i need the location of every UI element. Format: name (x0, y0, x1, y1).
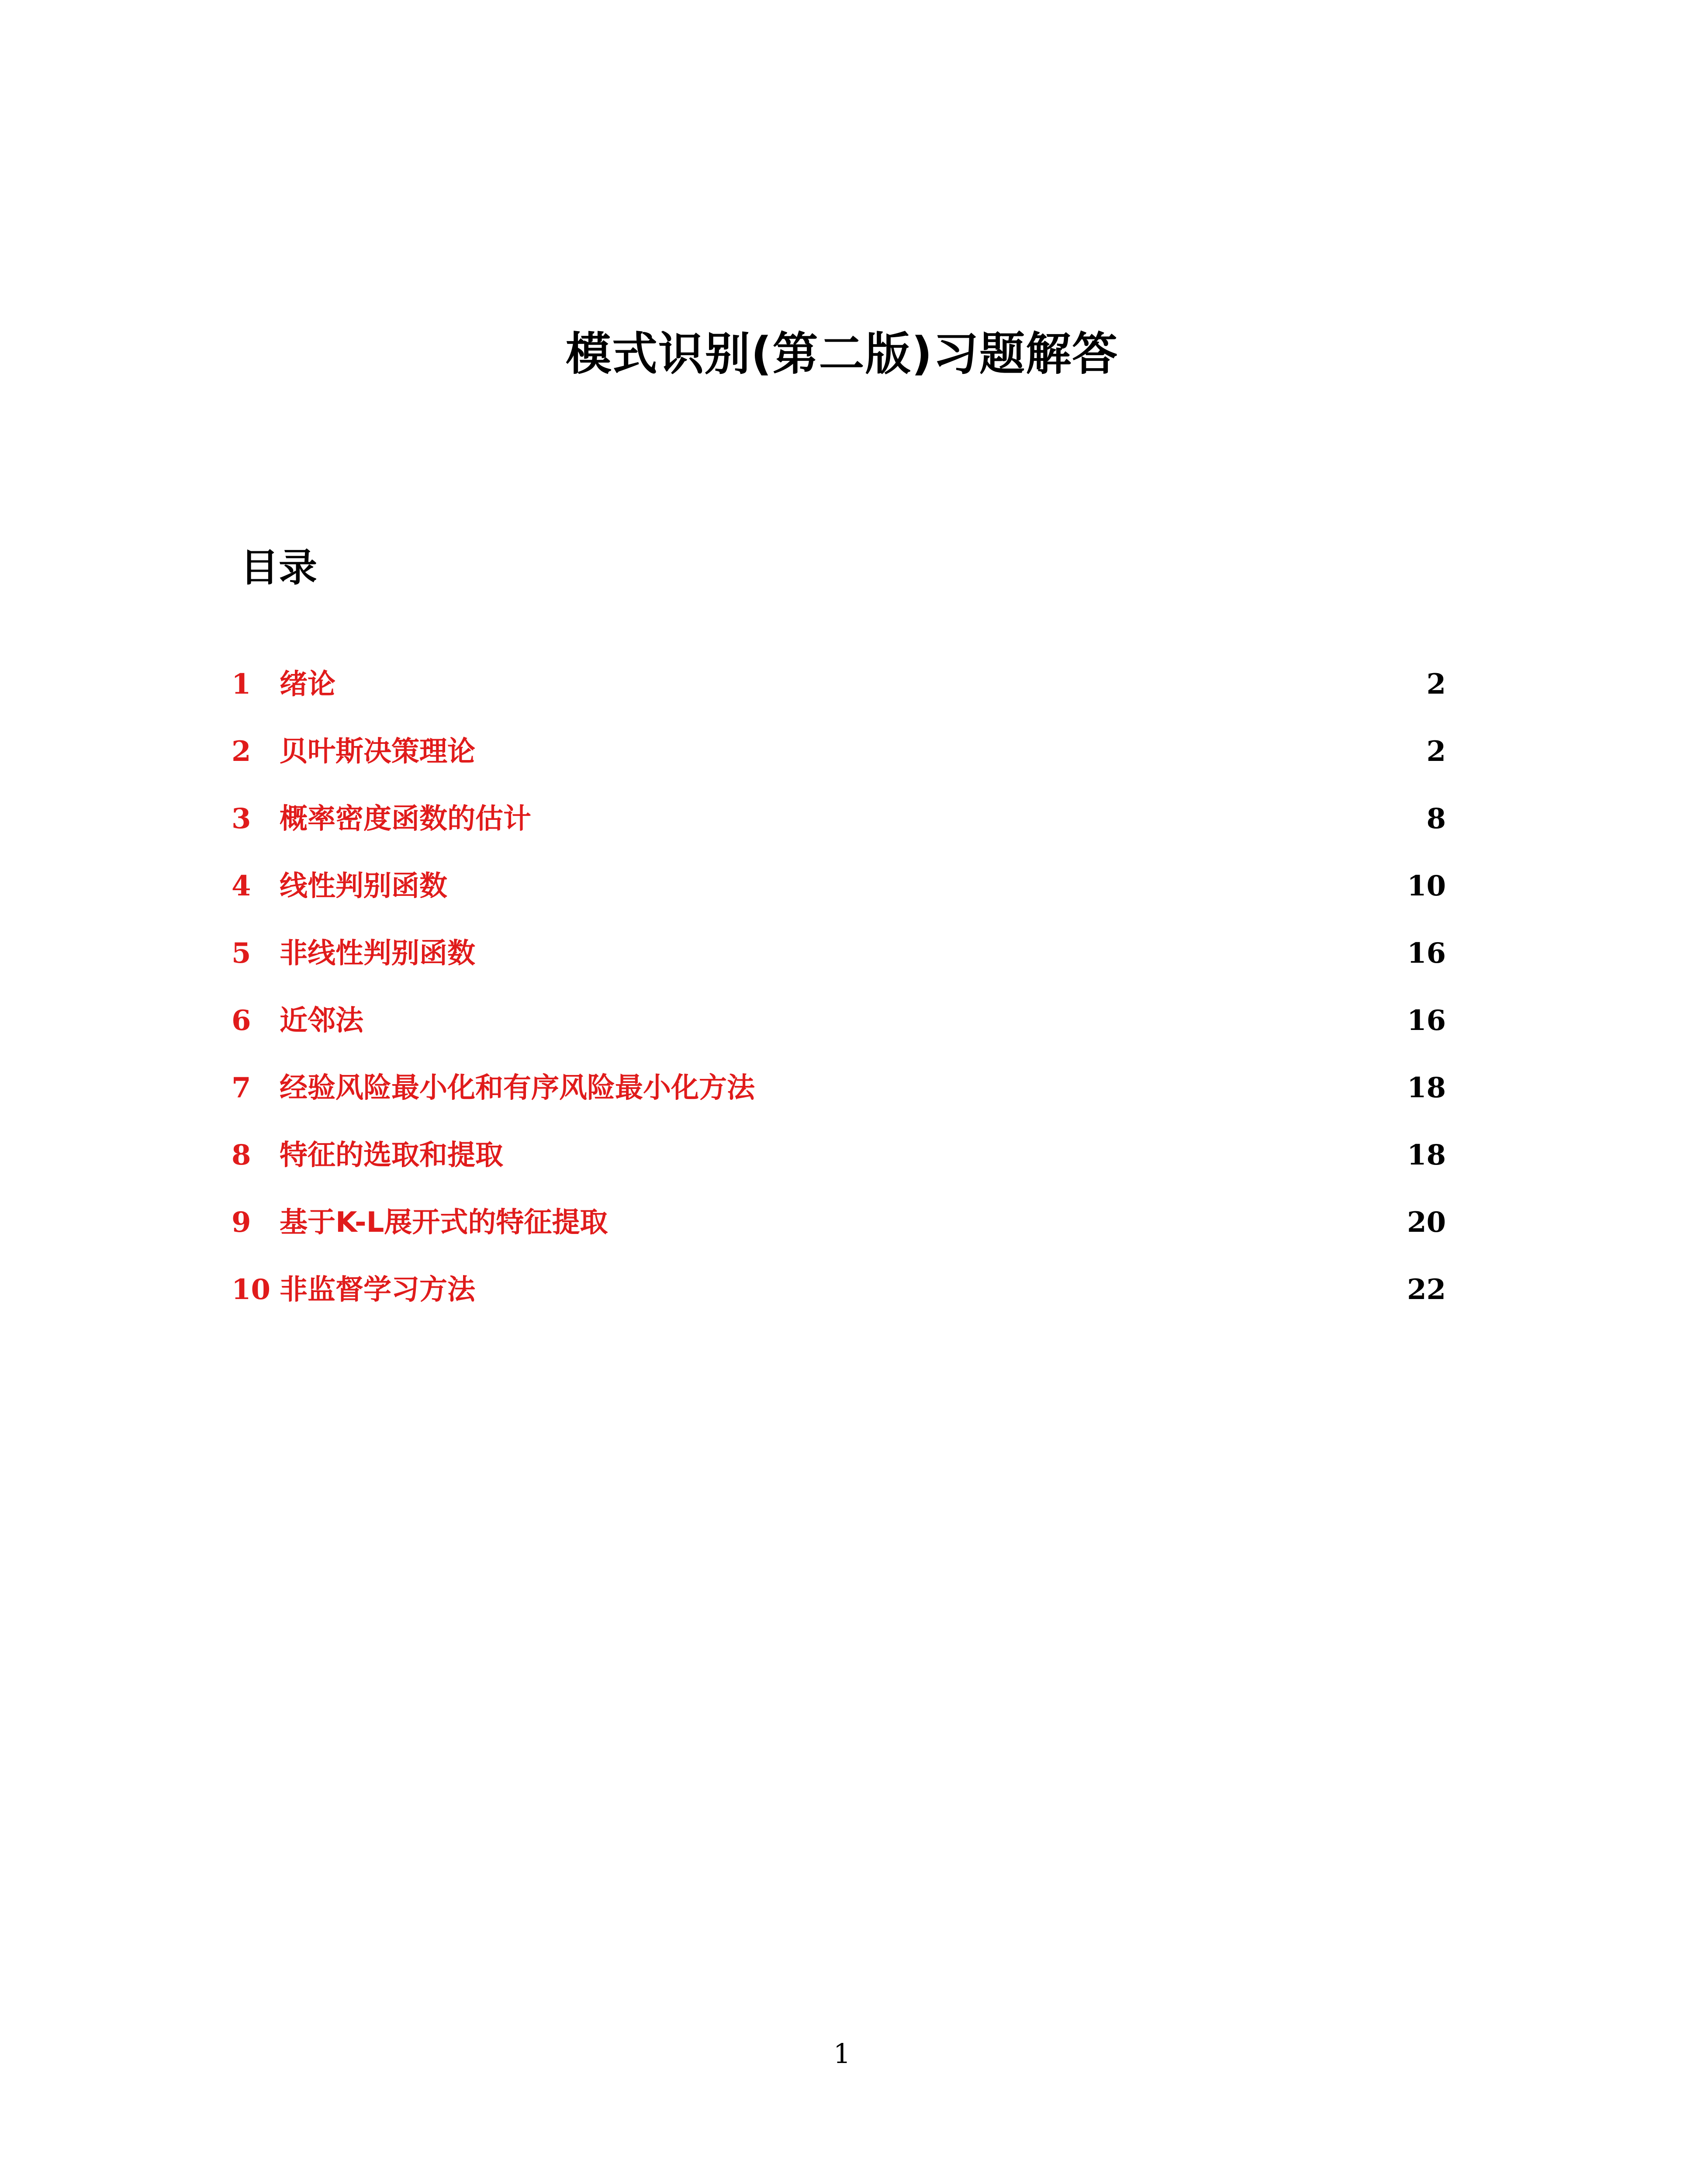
toc-entry-number: 2 (232, 735, 251, 768)
toc-entry-page: 20 (1407, 1206, 1446, 1239)
toc-entry-number: 1 (232, 668, 251, 701)
toc-heading: 目录 (240, 545, 318, 590)
document-title: 模式识别(第二版)习题解答 (565, 327, 1119, 380)
toc-entry-4[interactable] (232, 853, 1446, 920)
toc-entry-page: 2 (1426, 668, 1446, 701)
toc-entry-7[interactable] (232, 1054, 1446, 1122)
toc-entry-number: 3 (232, 802, 251, 835)
toc-entry-8[interactable] (232, 1122, 1446, 1189)
toc-entry-page: 16 (1407, 937, 1446, 970)
toc-entry-number: 7 (232, 1071, 251, 1104)
toc-entry-page: 16 (1407, 1004, 1446, 1037)
toc-entry-title[interactable]: 特征的选取和提取 (280, 1139, 503, 1171)
toc-entry-page: 8 (1426, 802, 1446, 835)
toc-entry-title[interactable]: 基于K-L展开式的特征提取 (280, 1206, 608, 1239)
toc-entry-title[interactable]: 概率密度函数的估计 (280, 803, 531, 835)
toc-entry-10[interactable] (232, 1256, 1446, 1324)
toc-entry-number: 4 (232, 870, 251, 902)
toc-entry-number: 6 (232, 1004, 251, 1037)
toc-entry-1[interactable] (232, 651, 1446, 718)
toc-entry-number: 10 (232, 1273, 271, 1306)
toc-entry-2[interactable] (232, 718, 1446, 785)
toc-entry-page: 10 (1407, 870, 1446, 902)
toc-entry-title[interactable]: 线性判别函数 (280, 870, 447, 902)
toc-entry-6[interactable] (232, 987, 1446, 1054)
toc-entry-5[interactable] (232, 920, 1446, 987)
table-of-contents (232, 651, 1446, 1324)
toc-entry-9[interactable] (232, 1189, 1446, 1256)
toc-entry-page: 2 (1426, 735, 1446, 768)
toc-entry-number: 9 (232, 1206, 251, 1239)
toc-entry-3[interactable] (232, 785, 1446, 853)
toc-entry-title[interactable]: 近邻法 (280, 1005, 363, 1037)
toc-entry-page: 18 (1407, 1139, 1446, 1171)
toc-entry-title[interactable]: 非监督学习方法 (280, 1274, 475, 1306)
toc-entry-title[interactable]: 非线性判别函数 (280, 937, 475, 970)
page-number: 1 (833, 2038, 851, 2070)
toc-entry-title[interactable]: 经验风险最小化和有序风险最小化方法 (280, 1072, 755, 1104)
toc-entry-number: 8 (232, 1139, 251, 1171)
toc-entry-title[interactable]: 贝叶斯决策理论 (280, 736, 475, 768)
toc-entry-page: 22 (1407, 1273, 1446, 1306)
toc-entry-title[interactable]: 绪论 (280, 668, 335, 701)
toc-entry-page: 18 (1407, 1071, 1446, 1104)
toc-entry-number: 5 (232, 937, 251, 970)
